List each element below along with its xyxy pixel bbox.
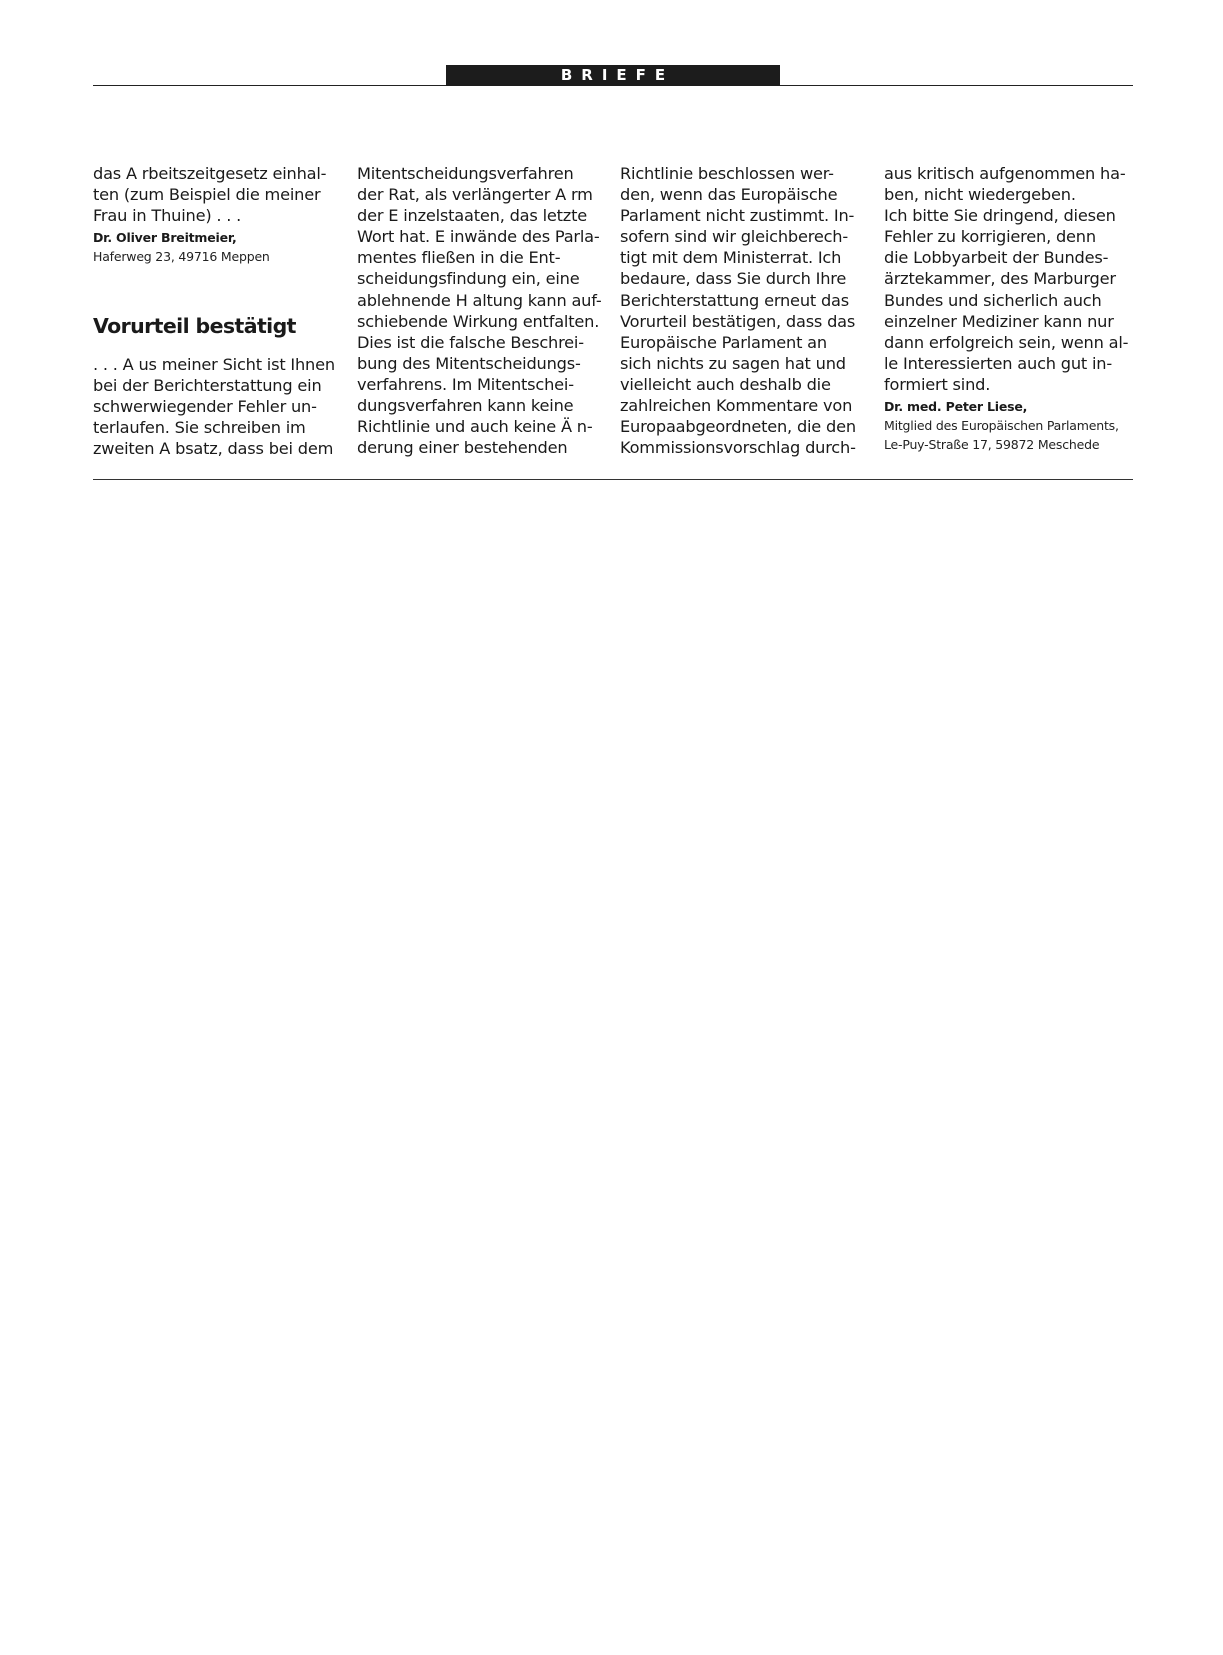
body-line: formiert sind. — [884, 374, 991, 394]
body-line: Kommissionsvorschlag durch- — [620, 438, 856, 458]
body-line: die Lobbyarbeit der Bundes- — [884, 248, 1109, 268]
body-line: Europaabgeordneten, die den — [620, 417, 856, 437]
body-line: das A rbeitszeitgesetz einhal- — [93, 164, 327, 183]
body-line: Frau in Thuine) . . . — [93, 206, 242, 226]
body-line: schiebende Wirkung entfalten. — [357, 311, 600, 331]
body-line: dann erfolgreich sein, wenn al- — [884, 332, 1129, 352]
body-line: den, wenn das Europäische — [620, 185, 838, 205]
letter2-headline: Vorurteil bestätigt — [93, 314, 296, 338]
body-line: Europäische Parlament an — [620, 332, 827, 352]
body-line: scheidungsfindung ein, eine — [357, 269, 580, 289]
body-line: terlaufen. Sie schreiben im — [93, 418, 306, 438]
body-line: vielleicht auch deshalb die — [620, 374, 831, 394]
body-line: Fehler zu korrigieren, denn — [884, 227, 1096, 247]
letter2-col4 — [884, 163, 1134, 454]
body-line: Dies ist die falsche Beschrei- — [357, 332, 584, 352]
letter1-signature: Dr. Oliver Breitmeier, — [93, 230, 237, 246]
letter1-tail — [93, 163, 343, 266]
letter2-address-line2: Le-Puy-Straße 17, 59872 Meschede — [884, 437, 1100, 453]
body-line: bedaure, dass Sie durch Ihre — [620, 269, 847, 289]
letter2-col1 — [93, 354, 343, 459]
body-line: Parlament nicht zustimmt. In- — [620, 206, 855, 226]
body-line: einzelner Mediziner kann nur — [884, 311, 1114, 331]
body-line: sofern sind wir gleichberech- — [620, 227, 849, 247]
bottom-rule — [93, 479, 1133, 480]
body-line: tigt mit dem Ministerrat. Ich — [620, 248, 842, 268]
body-line: bei der Berichterstattung ein — [93, 376, 322, 396]
body-line: Wort hat. E inwände des Parla- — [357, 227, 600, 247]
body-line: derung einer bestehenden — [357, 438, 568, 458]
body-line: dungsverfahren kann keine — [357, 396, 574, 416]
body-line: bung des Mitentscheidungs- — [357, 353, 581, 373]
letter2-col3 — [620, 163, 870, 458]
body-line: ten (zum Beispiel die meiner — [93, 185, 321, 205]
body-line: ärztekammer, des Marburger — [884, 269, 1116, 289]
body-line: ablehnende H altung kann auf- — [357, 290, 602, 310]
body-line: der E inzelstaaten, das letzte — [357, 206, 587, 226]
letter1-address: Haferweg 23, 49716 Meppen — [93, 249, 270, 265]
body-line: mentes fließen in die Ent- — [357, 248, 561, 268]
letter2-signature: Dr. med. Peter Liese, — [884, 399, 1028, 415]
body-line: . . . A us meiner Sicht ist Ihnen — [93, 355, 335, 374]
body-line: sich nichts zu sagen hat und — [620, 353, 846, 373]
body-line: schwerwiegender Fehler un- — [93, 397, 317, 417]
body-line: Bundes und sicherlich auch — [884, 290, 1102, 310]
section-label: BRIEFE — [446, 65, 780, 86]
body-line: Mitentscheidungsverfahren — [357, 164, 574, 183]
body-line: ben, nicht wiedergeben. — [884, 185, 1076, 205]
body-line: le Interessierten auch gut in- — [884, 353, 1112, 373]
body-line: Ich bitte Sie dringend, diesen — [884, 206, 1116, 226]
body-line: verfahrens. Im Mitentschei- — [357, 374, 574, 394]
body-line: aus kritisch aufgenommen ha- — [884, 164, 1126, 183]
body-line: der Rat, als verlängerter A rm — [357, 185, 593, 205]
letter2-address-line1: Mitglied des Europäischen Parlaments, — [884, 418, 1119, 434]
body-line: Richtlinie beschlossen wer- — [620, 164, 834, 183]
letter2-col2 — [357, 163, 607, 458]
body-line: zweiten A bsatz, dass bei dem — [93, 439, 334, 459]
body-line: Berichterstattung erneut das — [620, 290, 850, 310]
body-line: Richtlinie und auch keine Ä n- — [357, 417, 593, 437]
body-line: Vorurteil bestätigen, dass das — [620, 311, 856, 331]
body-line: zahlreichen Kommentare von — [620, 396, 853, 416]
